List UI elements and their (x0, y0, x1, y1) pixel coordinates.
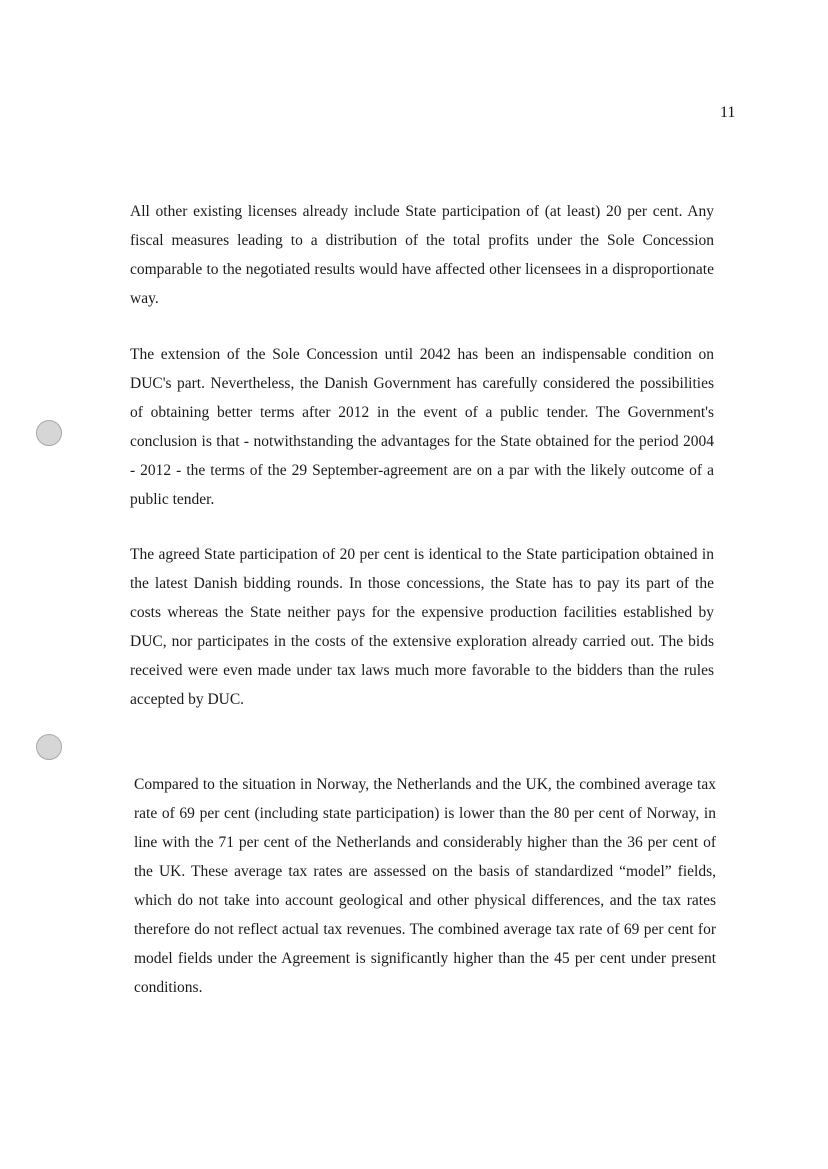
punch-hole-bottom (36, 734, 62, 760)
paragraph-concession-extension: The extension of the Sole Concession until 2042 has been an indispensable condition on DUC's part. Nevertheless, the Danish Government has carefully considered the possibilities of obtaining better terms after 2012 in the event of a public tender. The Government's conclusion is that - notwithstanding the advantages for the State obtained for the period 2004 - 2012 - the terms of the 29 September-agreement are on a par with the likely outcome of a public tender. (130, 346, 714, 508)
paragraph-state-participation: All other existing licenses already include State participation of (at least) 20 per cent. Any fiscal measures leading to a distribution of the total profits under the Sole Concession comparable to the negotiated results would have affected other licensees in a disproportionate way. (130, 203, 714, 307)
page-number: 11 (720, 104, 736, 121)
paragraph-bidding-rounds: The agreed State participation of 20 per cent is identical to the State participation obtained in the latest Danish bidding rounds. In those concessions, the State has to pay its part of the costs whereas the State neither pays for the expensive production facilities established by DUC, nor participates in the costs of the extensive exploration already carried out. The bids received were even made under tax laws much more favorable to the bidders than the rules accepted by DUC. (130, 546, 714, 708)
paragraph-tax-comparison: Compared to the situation in Norway, the Netherlands and the UK, the combined average tax rate of 69 per cent (including state participation) is lower than the 80 per cent of Norway, in line with the 71 per cent of the Netherlands and considerably higher than the 36 per cent of the UK. These average tax rates are assessed on the basis of standardized “model” fields, which do not take into account geological and other physical differences, and the tax rates therefore do not reflect actual tax revenues. The combined average tax rate of 69 per cent for model fields under the Agreement is significantly higher than the 45 per cent under present conditions. (134, 776, 716, 996)
punch-hole-top (36, 420, 62, 446)
